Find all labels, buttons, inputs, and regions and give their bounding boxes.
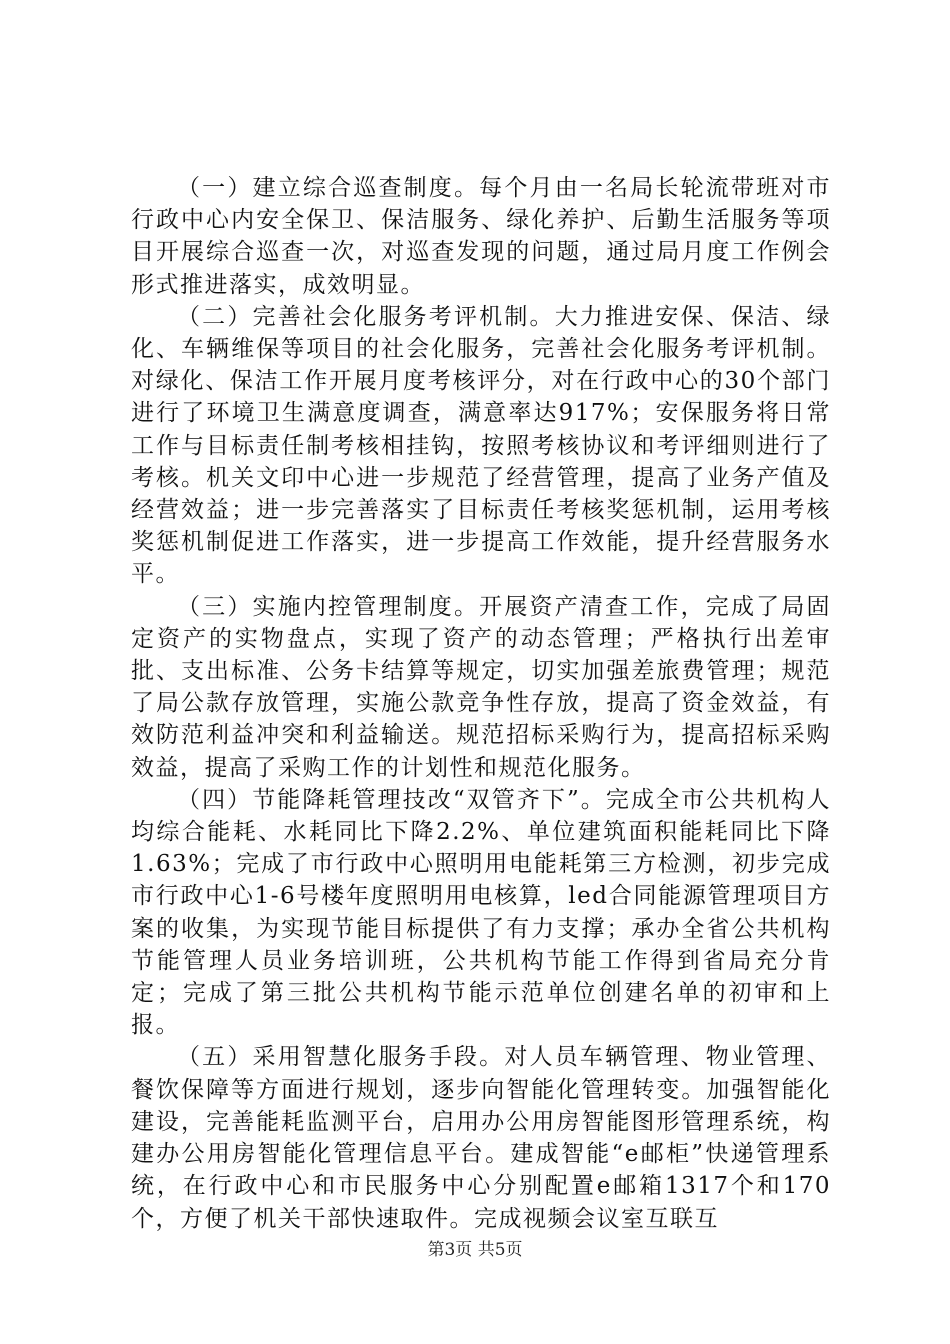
page-footer: 第3页 共5页: [427, 1240, 523, 1260]
paragraph-1: （一）建立综合巡查制度。每个月由一名局长轮流带班对市行政中心内安全保卫、保洁服务、绿化养护、后勤生活服务等项目开展综合巡查一次，对巡查发现的问题，通过局月度工作例会形式推进落实，成效明显。: [131, 175, 831, 298]
paragraph-4: （四）节能降耗管理技改“双管齐下”。完成全市公共机构人均综合能耗、水耗同比下降2.2%、单位建筑面积能耗同比下降1.63%；完成了市行政中心照明用电能耗第三方检测，初步完成市行政中心1-6号楼年度照明用电核算，led合同能源管理项目方案的收集，为实现节能目标提供了有力支撑；承办全省公共机构节能管理人员业务培训班，公共机构节能工作得到省局充分肯定；完成了第三批公共机构节能示范单位创建名单的初审和上报。: [131, 786, 831, 1039]
paragraph-3: （三）实施内控管理制度。开展资产清查工作，完成了局固定资产的实物盘点，实现了资产的动态管理；严格执行出差审批、支出标准、公务卡结算等规定，切实加强差旅费管理；规范了局公款存放管理，实施公款竞争性存放，提高了资金效益，有效防范利益冲突和利益输送。规范招标采购行为，提高招标采购效益，提高了采购工作的计划性和规范化服务。: [131, 593, 831, 781]
document-body: [131, 172, 831, 1235]
paragraph-5: （五）采用智慧化服务手段。对人员车辆管理、物业管理、餐饮保障等方面进行规划，逐步向智能化管理转变。加强智能化建设，完善能耗监测平台，启用办公用房智能图形管理系统，构建办公用房智能化管理信息平台。建成智能“e邮柜”快递管理系统，在行政中心和市民服务中心分别配置e邮箱1317个和170个，方便了机关干部快速取件。完成视频会议室互联互: [131, 1044, 831, 1232]
paragraph-2: （二）完善社会化服务考评机制。大力推进安保、保洁、绿化、车辆维保等项目的社会化服务，完善社会化服务考评机制。对绿化、保洁工作开展月度考核评分，对在行政中心的30个部门进行了环境卫生满意度调查，满意率达917%；安保服务将日常工作与目标责任制考核相挂钩，按照考核协议和考评细则进行了考核。机关文印中心进一步规范了经营管理，提高了业务产值及经营效益；进一步完善落实了目标责任考核奖惩机制，运用考核奖惩机制促进工作落实，进一步提高工作效能，提升经营服务水平。: [131, 303, 831, 588]
